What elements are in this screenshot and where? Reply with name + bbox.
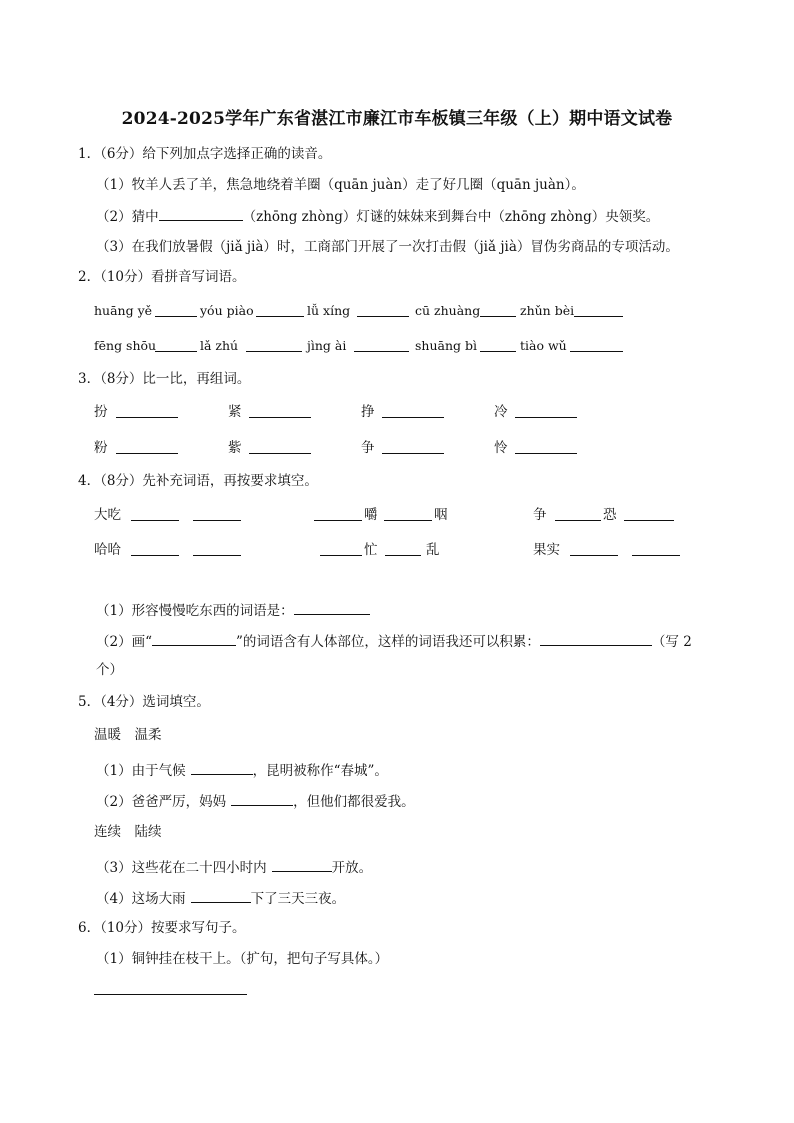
q5-heading: 5．（4分）选词填空。 [78, 694, 210, 710]
q4-sub-2-blank-a[interactable] [152, 631, 236, 646]
q4-word-7: 忙 [364, 542, 378, 558]
q1-item-2 [96, 206, 659, 226]
q5-item-3-suffix: 开放。 [331, 860, 373, 876]
q5-word-group-2: 连续 陆续 [94, 824, 162, 840]
q2-pinyin-9: shuāng bì [415, 338, 477, 353]
q4-word-6: 哈哈 [94, 542, 121, 558]
q4-sub-2 [96, 631, 692, 651]
q2-pinyin-10: tiào wǔ [520, 338, 567, 353]
q4-word-1: 大吃 [94, 507, 121, 523]
q4-sub-2-blank-b[interactable] [540, 631, 652, 646]
q5-item-2 [96, 791, 415, 811]
q2-answer-blank[interactable] [574, 302, 623, 317]
q3-char-3: 挣 [361, 404, 375, 420]
q3-answer-blank[interactable] [249, 403, 311, 418]
q4-answer-blank[interactable] [320, 541, 362, 556]
q3-answer-blank[interactable] [515, 439, 577, 454]
q5-item-1-suffix: ，昆明被称作“春城”。 [252, 763, 388, 779]
q3-answer-blank[interactable] [249, 439, 311, 454]
q1-heading: 1．（6分）给下列加点字选择正确的读音。 [78, 146, 332, 162]
q1-item-3: （3）在我们放暑假（jiǎ jià）时，工商部门开展了一次打击假（jiǎ jià）冒伪劣商品的专项活动。 [96, 239, 679, 255]
q4-answer-blank[interactable] [384, 506, 432, 521]
q4-answer-blank[interactable] [632, 541, 680, 556]
q4-sub-2-middle: ”的词语含有人体部位，这样的词语我还可以积累： [236, 634, 540, 650]
q2-answer-blank[interactable] [155, 302, 197, 317]
q4-answer-blank[interactable] [570, 541, 618, 556]
q3-char-5: 粉 [94, 440, 108, 456]
q4-answer-blank[interactable] [555, 506, 601, 521]
q5-item-2-blank[interactable] [231, 791, 293, 806]
q4-answer-blank[interactable] [131, 506, 179, 521]
q5-item-2-suffix: ，但他们都很爱我。 [293, 794, 415, 810]
q4-word-8: 乱 [426, 542, 440, 558]
q2-pinyin-4: cū zhuàng [415, 303, 481, 318]
q3-char-7: 争 [361, 440, 375, 456]
q2-answer-blank[interactable] [357, 302, 409, 317]
q2-answer-blank[interactable] [480, 337, 516, 352]
q3-heading: 3．（8分）比一比，再组词。 [78, 371, 251, 387]
q2-pinyin-8: jìng ài [307, 338, 347, 353]
q2-pinyin-1: huāng yě [94, 303, 153, 318]
q4-word-3: 咽 [434, 507, 448, 523]
q4-sub-2-suffix: （写 2 [651, 634, 692, 650]
q4-answer-blank[interactable] [385, 541, 421, 556]
q3-char-1: 扮 [94, 404, 108, 420]
q5-item-1-prefix: （1）由于气候 [96, 763, 186, 779]
q4-answer-blank[interactable] [131, 541, 179, 556]
q2-answer-blank[interactable] [354, 337, 409, 352]
q2-answer-blank[interactable] [155, 337, 197, 352]
q3-answer-blank[interactable] [515, 403, 577, 418]
q5-item-1 [96, 760, 388, 780]
q1-item-2-suffix: （zhōng zhòng）灯谜的妹妹来到舞台中（zhōng zhòng）央领奖。 [242, 209, 660, 225]
q6-heading: 6．（10分）按要求写句子。 [78, 920, 246, 936]
q4-sub-1-text: （1）形容慢慢吃东西的词语是： [96, 603, 294, 619]
q5-item-3-blank[interactable] [272, 857, 332, 872]
q2-pinyin-5: zhǔn bèi [520, 303, 575, 318]
q3-char-4: 冷 [494, 404, 508, 420]
q2-answer-blank[interactable] [480, 302, 516, 317]
q2-answer-blank[interactable] [570, 337, 623, 352]
q2-answer-blank[interactable] [256, 302, 304, 317]
q1-item-2-blank[interactable] [159, 206, 243, 221]
q2-answer-blank[interactable] [246, 337, 302, 352]
q4-sub-2-wrap: 个） [96, 662, 123, 678]
q2-pinyin-2: yóu piào [200, 303, 254, 318]
q5-item-3-prefix: （3）这些花在二十四小时内 [96, 860, 267, 876]
q3-answer-blank[interactable] [116, 403, 178, 418]
q5-word-group-1: 温暖 温柔 [94, 727, 162, 743]
q3-char-2: 紧 [228, 404, 242, 420]
q4-word-4: 争 [533, 507, 547, 523]
q3-answer-blank[interactable] [116, 439, 178, 454]
q4-word-2: 嚼 [364, 507, 378, 523]
q5-item-1-blank[interactable] [191, 760, 253, 775]
q2-heading: 2．（10分）看拼音写词语。 [78, 269, 246, 285]
q5-item-4-prefix: （4）这场大雨 [96, 891, 186, 907]
q4-word-9: 果实 [533, 542, 560, 558]
q5-item-4-blank[interactable] [191, 888, 251, 903]
q4-sub-2-prefix: （2）画“ [96, 634, 152, 650]
q4-answer-blank[interactable] [624, 506, 674, 521]
q4-sub-1 [96, 600, 370, 620]
q3-char-8: 怜 [494, 440, 508, 456]
q6-answer-line[interactable] [94, 994, 247, 995]
q2-pinyin-7: lǎ zhú [200, 338, 239, 353]
q1-item-2-prefix: （2）猜中 [96, 209, 159, 225]
q3-char-6: 紫 [228, 440, 242, 456]
q1-item-1: （1）牧羊人丢了羊，焦急地绕着羊圈（quān juàn）走了好几圈（quān juàn）。 [96, 177, 585, 193]
q4-answer-blank[interactable] [193, 506, 241, 521]
exam-title: 2024-2025学年广东省湛江市廉江市车板镇三年级（上）期中语文试卷 [121, 109, 673, 129]
q4-heading: 4．（8分）先补充词语，再按要求填空。 [78, 473, 318, 489]
q4-answer-blank[interactable] [193, 541, 241, 556]
q5-item-3 [96, 857, 372, 877]
q5-item-2-prefix: （2）爸爸严厉，妈妈 [96, 794, 227, 810]
q6-item-1: （1）铜钟挂在枝干上。（扩句，把句子写具体。） [96, 951, 389, 967]
q5-item-4 [96, 888, 345, 908]
q2-pinyin-6: fēng shōu [94, 338, 157, 353]
q5-item-4-suffix: 下了三天三夜。 [250, 891, 346, 907]
q4-answer-blank[interactable] [314, 506, 362, 521]
q2-pinyin-3: lǚ xíng [307, 303, 351, 318]
q3-answer-blank[interactable] [382, 439, 444, 454]
q4-sub-1-blank[interactable] [294, 600, 370, 615]
q4-word-5: 恐 [603, 507, 617, 523]
q3-answer-blank[interactable] [382, 403, 444, 418]
